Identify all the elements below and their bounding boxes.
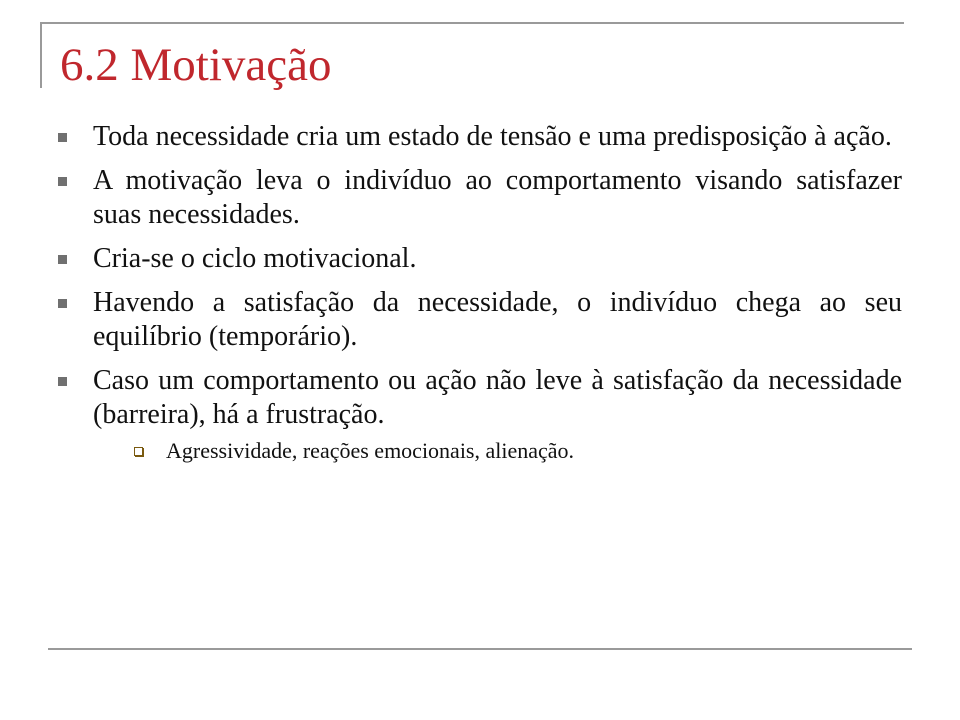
bullet-text: Cria-se o ciclo motivacional.: [93, 243, 417, 274]
square-bullet-icon: [58, 299, 67, 308]
square-bullet-icon: [58, 133, 67, 142]
bullet-item: [56, 120, 902, 154]
sub-bullet-list: [93, 436, 902, 466]
left-rule: [40, 22, 42, 88]
bullet-text: Toda necessidade cria um estado de tensão e uma predisposição à ação.: [93, 121, 892, 152]
bullet-item: [56, 242, 902, 276]
bullet-list: [56, 120, 902, 466]
sub-bullet-item: [93, 436, 902, 466]
bullet-text: A motivação leva o indivíduo ao comportamento visando satisfazer suas necessidades.: [93, 165, 902, 230]
slide-content: [56, 120, 902, 476]
sub-bullet-text: Agressividade, reações emocionais, alienação.: [166, 438, 575, 463]
slide-title: 6.2 Motivação: [60, 39, 332, 91]
bullet-text: Caso um comportamento ou ação não leve à satisfação da necessidade (barreira), há a frustração.: [93, 365, 902, 430]
bullet-item: [56, 164, 902, 232]
bottom-rule: [48, 648, 912, 650]
square-bullet-icon: [58, 255, 67, 264]
hollow-square-bullet-icon: [134, 447, 143, 456]
square-bullet-icon: [58, 377, 67, 386]
bullet-text: Havendo a satisfação da necessidade, o indivíduo chega ao seu equilíbrio (temporário).: [93, 287, 902, 352]
bullet-item: [56, 364, 902, 466]
top-rule: [40, 22, 904, 24]
bullet-item: [56, 286, 902, 354]
square-bullet-icon: [58, 177, 67, 186]
